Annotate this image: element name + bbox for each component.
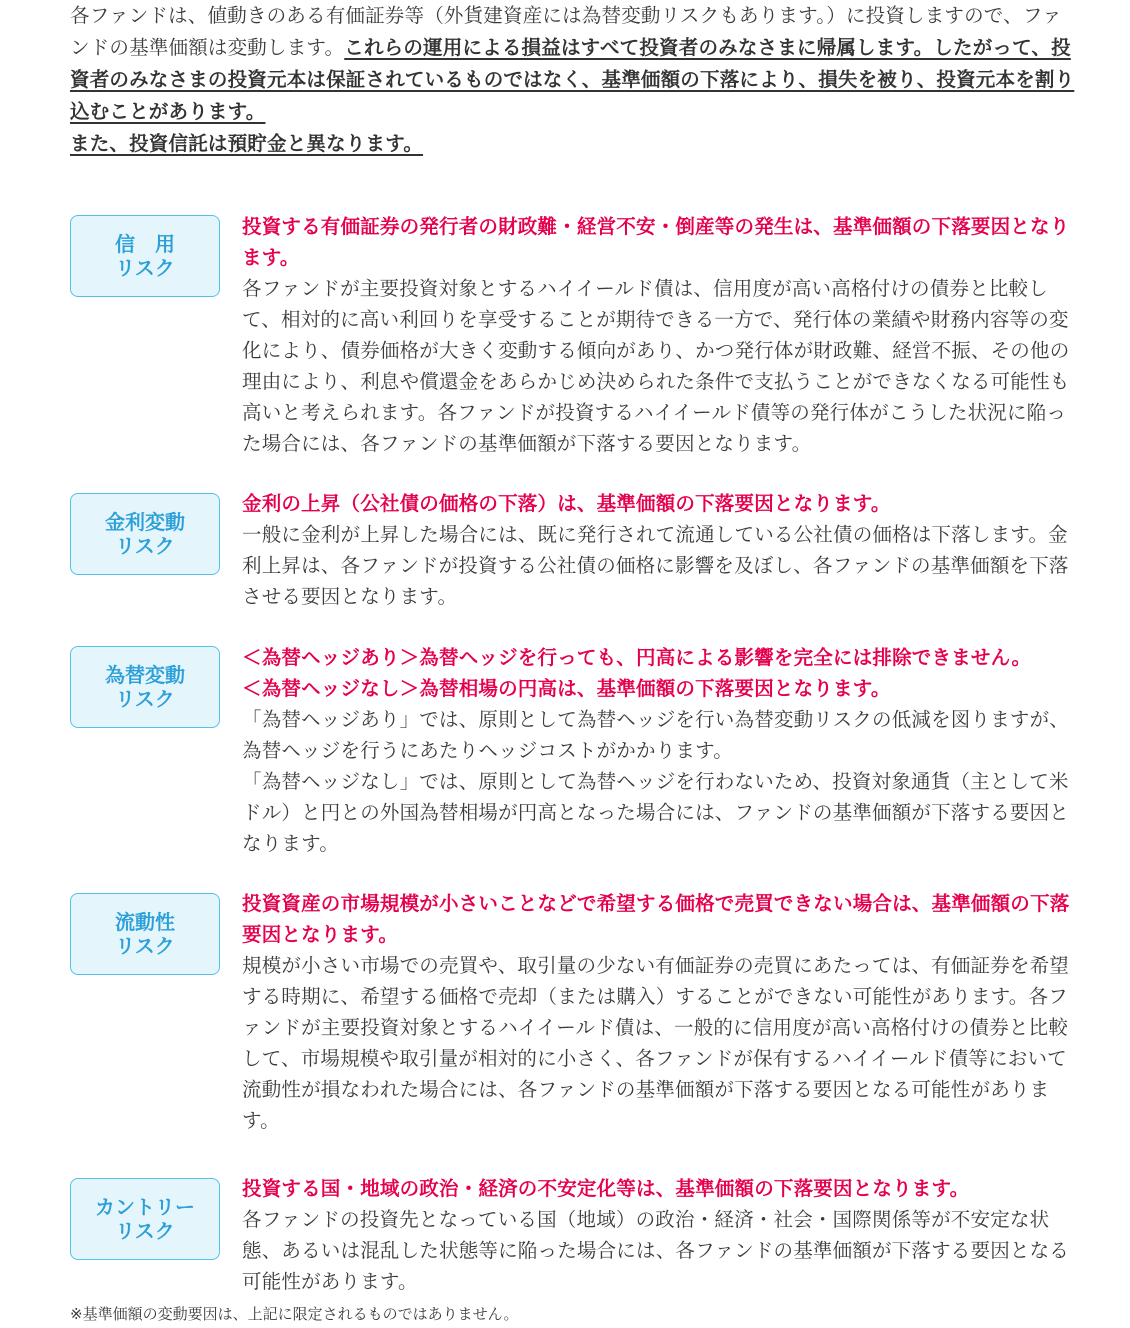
intro-paragraph — [70, 0, 1080, 160]
risk-label-credit-line2: リスク — [115, 256, 175, 280]
risk-headline-fx-unhedged: ＜為替ヘッジなし＞為替相場の円高は、基準価額の下落要因となります。 — [242, 677, 891, 700]
risk-desc-credit: 各ファンドが主要投資対象とするハイイールド債は、信用度が高い高格付けの債券と比較して、相対的に高い利回りを享受することが期待できる一方で、発行体の業績や財務内容等の変化により、債券価格が大きく変動する傾向があり、かつ発行体が財政難、経営不振、その他の理由により、利息や償還金をあらかじめ決められた条件で支払うことができなくなる可能性も高いと考えられます。各ファンドが投資するハイイールド債等の発行体がこうした状況に陥った場合には、各ファンドの基準価額が下落する要因となります。 — [242, 277, 1070, 455]
risk-label-liquidity — [70, 893, 220, 975]
risk-label-interest-rate — [70, 493, 220, 575]
risk-body-credit — [242, 211, 1072, 459]
footnote: ※基準価額の変動要因は、上記に限定されるものではありません。 — [70, 1305, 519, 1323]
risk-label-interest-rate-line2: リスク — [115, 534, 175, 558]
risk-headline-fx-hedged: ＜為替ヘッジあり＞為替ヘッジを行っても、円高による影響を完全には排除できません。 — [242, 646, 1032, 669]
risk-desc-country: 各ファンドの投資先となっている国（地域）の政治・経済・社会・国際関係等が不安定な状態、あるいは混乱した状態等に陥った場合には、各ファンドの基準価額が下落する要因となる可能性があります。 — [242, 1208, 1070, 1293]
risk-label-fx-line2: リスク — [115, 687, 175, 711]
risk-label-credit-line1: 信 用 — [115, 232, 175, 256]
intro-emphasis-text: これらの運用による損益はすべて投資者のみなさまに帰属します。したがって、投資者のみなさまの投資元本は保証されているものではなく、基準価額の下落により、損失を被り、投資元本を割り込むことがあります。 — [70, 36, 1075, 123]
risk-label-liquidity-line1: 流動性 — [115, 910, 175, 934]
intro-lead-text: 各ファンドは、値動きのある有価証券等（外貨建資産には為替変動リスクもあります。）に投資しますので、ファンドの基準価額は変動します。 — [70, 4, 1062, 59]
risk-desc-interest-rate: 一般に金利が上昇した場合には、既に発行されて流通している公社債の価格は下落します。金利上昇は、各ファンドが投資する公社債の価格に影響を及ぼし、各ファンドの基準価額を下落させる要因となります。 — [242, 523, 1069, 608]
risk-headline-interest-rate: 金利の上昇（公社債の価格の下落）は、基準価額の下落要因となります。 — [242, 492, 891, 515]
risk-desc-liquidity: 規模が小さい市場での売買や、取引量の少ない有価証券の売買にあたっては、有価証券を希望する時期に、希望する価格で売却（または購入）することができない可能性があります。各ファンドが主要投資対象とするハイイールド債は、一般的に信用度が高い高格付けの債券と比較して、市場規模や取引量が相対的に小さく、各ファンドが保有するハイイールド債等において流動性が損なわれた場合には、各ファンドの基準価額が下落する要因となる可能性があります。 — [242, 954, 1070, 1132]
risk-headline-country: 投資する国・地域の政治・経済の不安定化等は、基準価額の下落要因となります。 — [242, 1177, 970, 1200]
risk-label-country — [70, 1178, 220, 1260]
risk-label-country-line2: リスク — [115, 1219, 175, 1243]
risk-body-fx — [242, 642, 1072, 859]
risk-label-fx — [70, 646, 220, 728]
risk-label-fx-line1: 為替変動 — [105, 663, 185, 687]
risk-body-liquidity — [242, 888, 1072, 1136]
risk-label-country-line1: カントリー — [95, 1195, 195, 1219]
risk-body-country — [242, 1173, 1072, 1297]
intro-emphasis-deposit: また、投資信託は預貯金と異なります。 — [70, 132, 424, 155]
risk-desc-fx-hedged: 「為替ヘッジあり」では、原則として為替ヘッジを行い為替変動リスクの低減を図りますが、為替ヘッジを行うにあたりヘッジコストがかかります。 — [242, 708, 1070, 762]
risk-body-interest-rate — [242, 488, 1072, 612]
risk-headline-liquidity: 投資資産の市場規模が小さいことなどで希望する価格で売買できない場合は、基準価額の下落要因となります。 — [242, 892, 1070, 946]
risk-label-credit — [70, 215, 220, 297]
risk-label-liquidity-line2: リスク — [115, 934, 175, 958]
risk-label-interest-rate-line1: 金利変動 — [105, 510, 185, 534]
risk-headline-credit: 投資する有価証券の発行者の財政難・経営不安・倒産等の発生は、基準価額の下落要因となります。 — [242, 215, 1070, 269]
risk-desc-fx-unhedged: 「為替ヘッジなし」では、原則として為替ヘッジを行わないため、投資対象通貨（主として米ドル）と円との外国為替相場が円高となった場合には、ファンドの基準価額が下落する要因となります。 — [242, 770, 1070, 855]
